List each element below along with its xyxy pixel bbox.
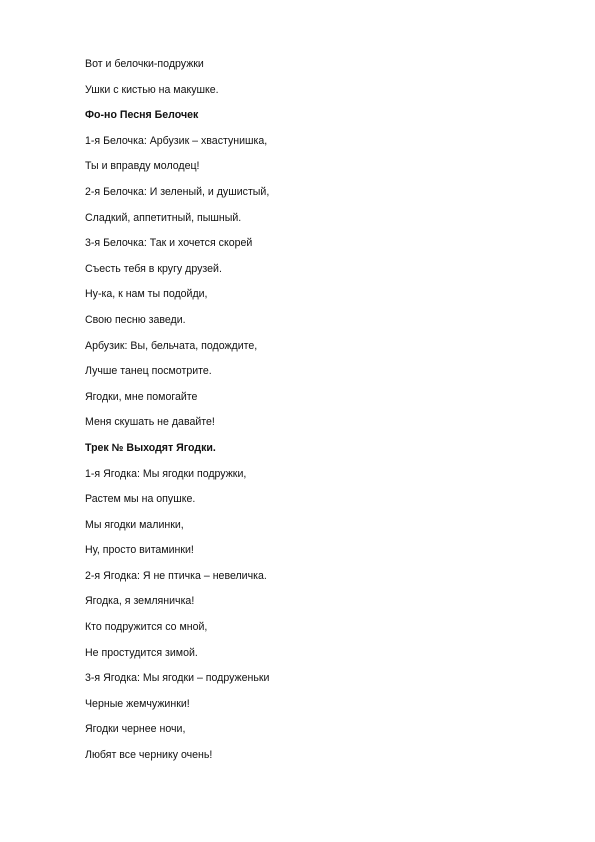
text-line: Сладкий, аппетитный, пышный.: [85, 211, 242, 224]
text-line: Ягодка, я земляничка!: [85, 595, 195, 608]
text-line: 1-я Ягодка: Мы ягодки подружки,: [85, 467, 247, 480]
text-line: Лучше танец посмотрите.: [85, 365, 212, 378]
text-line: Не простудится зимой.: [85, 646, 198, 659]
text-line: Съесть тебя в кругу друзей.: [85, 262, 222, 275]
text-line: Свою песню заведи.: [85, 313, 186, 326]
text-line: Любят все чернику очень!: [85, 749, 213, 762]
section-heading: Трек № Выходят Ягодки.: [85, 441, 216, 454]
text-line: 2-я Ягодка: Я не птичка – невеличка.: [85, 569, 267, 582]
script-text: [85, 57, 545, 774]
text-line: Ну-ка, к нам ты подойди,: [85, 288, 208, 301]
text-line: Ну, просто витаминки!: [85, 544, 194, 557]
text-line: Арбузик: Вы, бельчата, подождите,: [85, 339, 258, 352]
text-line: 1-я Белочка: Арбузик – хвастунишка,: [85, 134, 268, 147]
text-line: Мы ягодки малинки,: [85, 518, 184, 531]
text-line: Кто подружится со мной,: [85, 621, 208, 634]
text-line: Меня скушать не давайте!: [85, 416, 215, 429]
text-line: Черные жемчужинки!: [85, 697, 190, 710]
text-line: Ты и вправду молодец!: [85, 160, 200, 173]
text-line: 3-я Ягодка: Мы ягодки – подруженьки: [85, 672, 270, 685]
text-line: Растем мы на опушке.: [85, 493, 196, 506]
text-line: Ягодки чернее ночи,: [85, 723, 186, 736]
text-line: 2-я Белочка: И зеленый, и душистый,: [85, 185, 270, 198]
text-line: 3-я Белочка: Так и хочется скорей: [85, 237, 253, 250]
section-heading: Фо-но Песня Белочек: [85, 109, 199, 122]
text-line: Ягодки, мне помогайте: [85, 390, 198, 403]
text-line: Вот и белочки-подружки: [85, 58, 204, 70]
text-line: Ушки с кистью на макушке.: [85, 83, 219, 96]
